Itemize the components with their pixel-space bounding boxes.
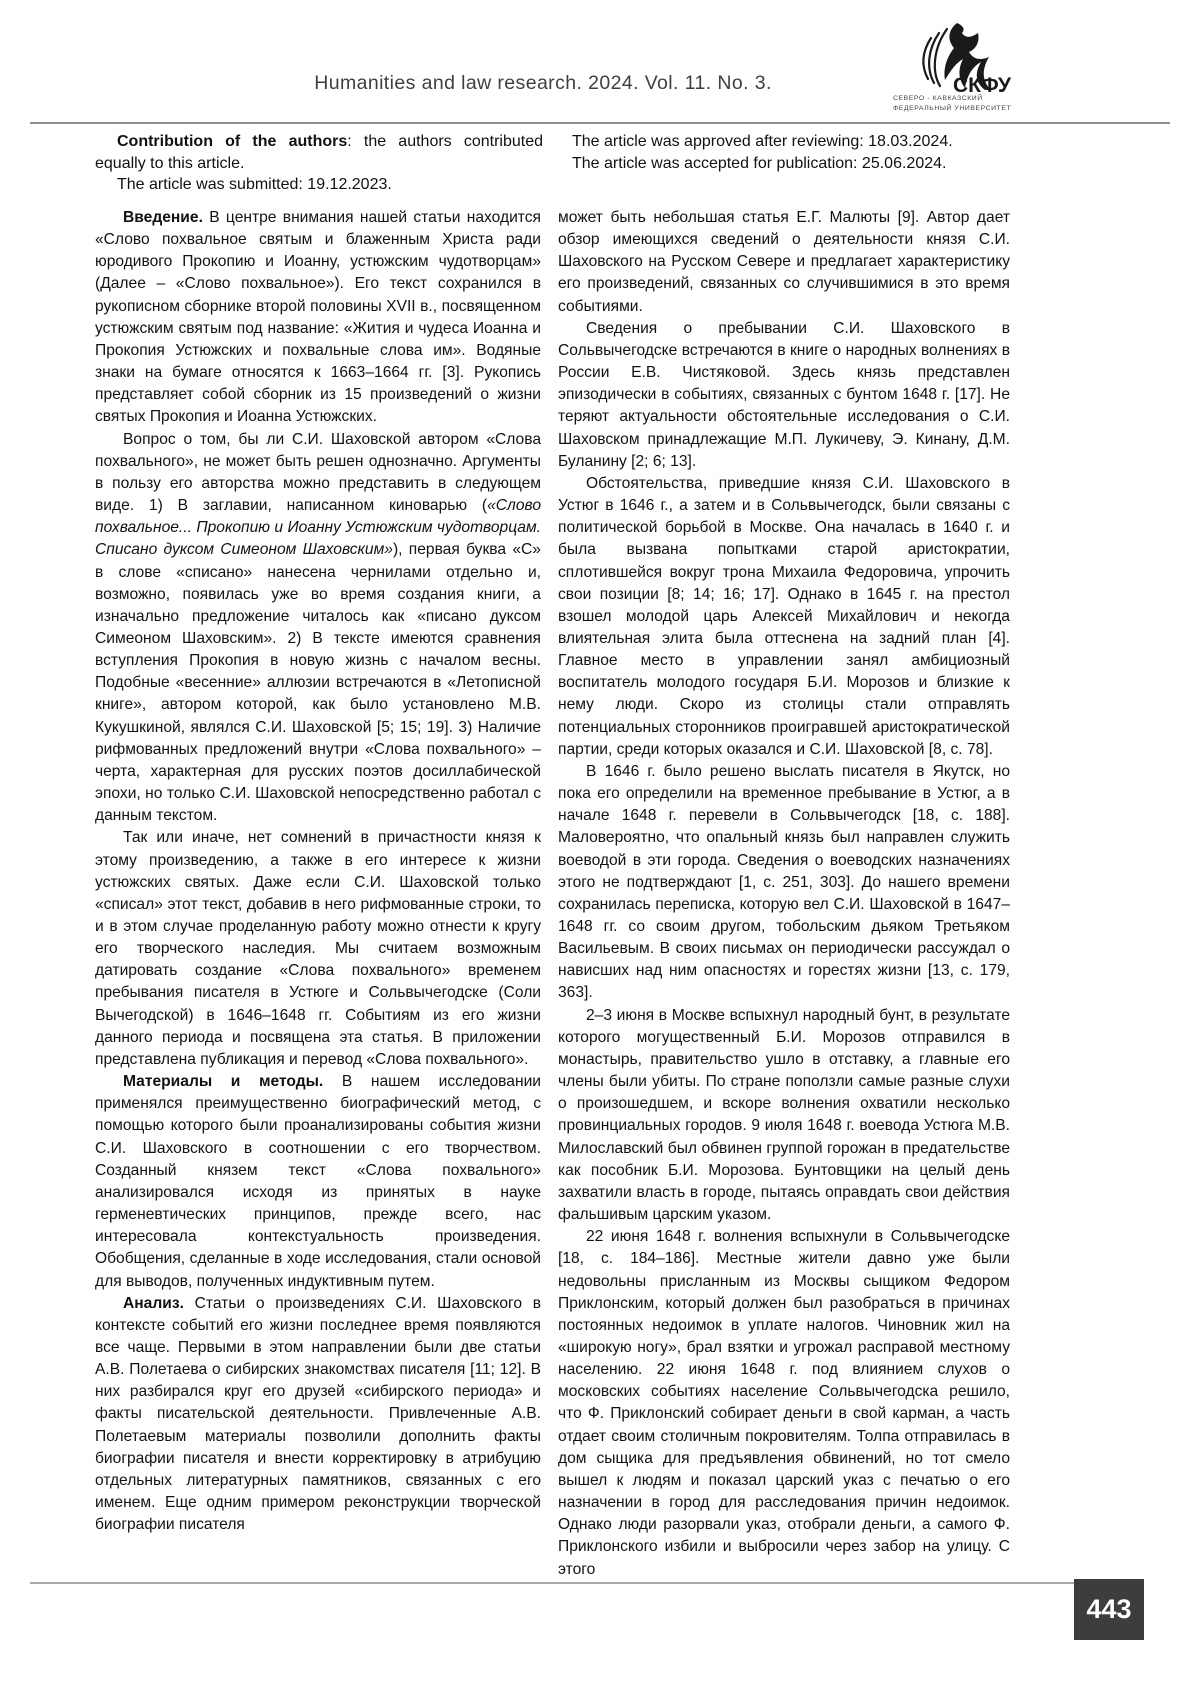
paragraph: Contribution of the authors: the authors contributed equally to this article. xyxy=(95,133,543,172)
university-logo xyxy=(893,22,1012,113)
logo-acronym: СКФУ xyxy=(953,74,1011,97)
footer-divider xyxy=(30,1582,1074,1584)
meta-right-block xyxy=(572,131,1012,174)
paragraph: The article was approved after reviewing: 18.03.2024. xyxy=(572,133,953,150)
paragraph: может быть небольшая статья Е.Г. Малюты [9]. Автор дает обзор имеющихся сведений о деятельности князя С.И. Шаховского на Русском Севере и предлагает характеристику его произведений, связанных со случившимися в это время событиями. xyxy=(558,209,1010,315)
paragraph: Так или иначе, нет сомнений в причастности князя к этому произведению, а также в его интересе к жизни устюжских святых. Даже если С.И. Шаховской только «списал» этот текст, добавив в него рифмованные строки, то и в этом случае проделанную работу можно отнести к кругу его творческого наследия. Мы считаем возможным датировать создание «Слова похвального» временем пребывания писателя в Устюге и Сольвычегодске (Соли Вычегодской) в 1646–1648 гг. Событиям из его жизни данного периода и посвящена эта статья. В приложении представлена публикация и перевод «Слова похвального». xyxy=(95,829,541,1068)
paragraph: Введение. В центре внимания нашей статьи находится «Слово похвальное святым и блаженным Христа ради юродивого Прокопию и Иоанну, устюжским чудотворцам» (Далее – «Слово похвальное»). Его текст сохранился в рукописном сборнике второй половины XVII в., посвященном устюжским святым под название: «Жития и чудеса Иоанна и Прокопия Устюжских и похвальные слова им». Водяные знаки на бумаге относятся к 1663–1664 гг. [3]. Рукопись представляет собой сборник из 15 произведений о жизни святых Прокопия и Иоанна Устюжских. xyxy=(95,209,541,426)
article-body xyxy=(95,207,1010,1581)
paragraph: Сведения о пребывании С.И. Шаховского в Сольвычегодске встречаются в книге о народных волнениях в России Е.В. Чистяковой. Здесь князь представлен эпизодически в событиях, связанных с бунтом 1648 г. [17]. Не теряют актуальности обстоятельные исследования о С.И. Шаховском принадлежащие М.П. Лукичеву, Э. Кинану, Д.М. Буланину [2; 6; 13]. xyxy=(558,319,1010,470)
paragraph: 2–3 июня в Москве вспыхнул народный бунт, в результате которого могущественный Б.И. Морозов отправился в монастырь, правительство ушло в отставку, а главные его члены были убиты. По стране поползли самые разные слухи о произошедшем, и вскоре волнения охватили несколько провинциальных городов. 9 июля 1648 г. воевода Устюга М.В. Милославский был обвинен группой горожан в предательстве как пособник Б.И. Морозова. Бунтовщики на целый день захватили власть в городе, пытаясь оправдать свои действия фальшивым царским указом. xyxy=(558,1006,1010,1224)
right-column xyxy=(558,207,1010,1581)
phoenix-bird-icon xyxy=(901,22,1011,97)
paragraph: В 1646 г. было решено выслать писателя в Якутск, но пока его определили на временное пребывание в Устюг, а в начале 1648 г. перевели в Сольвычегодск [18, с. 188]. Маловероятно, что опальный князь был направлен служить воеводой в эти города. Сведения о воеводских назначениях этого не подтверждают [1, с. 251, 303]. До нашего времени сохранилась переписка, которую вел С.И. Шаховской в 1647–1648 гг. со своим другом, тобольским дьяком Третьяком Васильевым. В своих письмах он периодически рассуждал о нависших над ним опасностях и горестях жизни [13, с. 179, 363]. xyxy=(558,762,1010,1002)
paragraph: The article was submitted: 19.12.2023. xyxy=(117,176,392,193)
header-divider xyxy=(30,122,1170,124)
paragraph: 22 июня 1648 г. волнения вспыхнули в Сольвычегодске [18, с. 184–186]. Местные жители давно уже были недовольны присланным из Москвы сыщиком Федором Приклонским, который должен был разобраться в причинах постоянных недоимок в уплате налогов. Чиновник жил на «широкую ногу», брал взятки и угрожал расправой местному населению. 22 июня 1648 г. под влиянием слухов о московских событиях население Сольвычегодска решило, что Ф. Приклонский собирает деньги в свой карман, а часть отдает своим столичным покровителям. Толпа отправилась в дом сыщика для предъявления обвинений, но тот смело вышел к людям и показал царский указ с печатью о его назначении в город для расследования причин недоимок. Однако люди разорвали указ, отобрали деньги, а самого Ф. Приклонского избили и выбросили через забор на улицу. С этого xyxy=(558,1228,1010,1578)
paragraph: Анализ. Статьи о произведениях С.И. Шаховского в контексте событий его жизни последнее время появляются все чаще. Первыми в этом направлении были две статьи А.В. Полетаева о сибирских знакомствах писателя [11; 12]. В них разбирался круг его друзей «сибирского периода» и факты писательской деятельности. Привлеченные А.В. Полетаевым материалы позволили дополнить факты биографии писателя и внести корректировку в атрибуцию отдельных литературных памятников, связанных с его именем. Еще одним примером реконструкции творческой биографии писателя xyxy=(95,1294,541,1534)
logo-org-line1: СЕВЕРО - КАВКАЗСКИЙ xyxy=(893,95,983,102)
paragraph: The article was accepted for publication: 25.06.2024. xyxy=(572,154,947,172)
journal-header-title: Humanities and law research. 2024. Vol. 11. No. 3. xyxy=(314,72,772,94)
meta-left-block xyxy=(95,131,543,196)
paragraph: Вопрос о том, бы ли С.И. Шаховской автором «Слова похвального», не может быть решен однозначно. Аргументы в пользу его авторства можно представить в следующем виде. 1) В заглавии, написанном киноварью («Слово похвальное... Прокопию и Иоанну Устюжским чудотворцам. Списано дуксом Симеоном Шаховским»), первая буква «С» в слове «списано» нанесена чернилами отдельно и, возможно, появилась уже во время создания книги, а изначально предложение читалось как «писано дуксом Симеоном Шаховским». 2) В тексте имеются сравнения вступления Прокопия в новую жизнь с началом весны. Подобные «весенние» аллюзии встречаются в «Летописной книге», автором которой, как было установлено М.В. Кукушкиной, являлся С.И. Шаховской [5; 15; 19]. 3) Наличие рифмованных предложений внутри «Слова похвального» – черта, характерная для русских поэтов досиллабической эпохи, но только С.И. Шаховской непосредственно работал с данным текстом. xyxy=(95,430,541,825)
paragraph: Обстоятельства, приведшие князя С.И. Шаховского в Устюг в 1646 г., а затем и в Сольвычегодск, были связаны с политической борьбой в Москве. Она началась в 1640 г. и была вызвана попытками старой аристократии, сплотившейся вокруг трона Михаила Федоровича, упрочить свои позиции [8; 14; 16; 17]. Однако в 1645 г. на престол взошел молодой царь Алексей Михайлович и некогда влиятельная элита была оттеснена на задний план [4]. Главное место в управлении занял амбициозный воспитатель молодого государя Б.И. Морозов и близкие к нему люди. Скоро из столицы стали отправлять потенциальных сторонников проигравшей аристократической партии, среди которых оказался и С.И. Шаховской [8, с. 78]. xyxy=(558,474,1010,758)
left-column xyxy=(95,207,541,1581)
page-number-badge: 443 xyxy=(1074,1579,1144,1640)
logo-org-line2: ФЕДЕРАЛЬНЫЙ УНИВЕРСИТЕТ xyxy=(893,104,1012,112)
paragraph: Материалы и методы. В нашем исследовании применялся преимущественно биографический метод, с помощью которого были проанализированы события жизни С.И. Шаховского в соотношении с его творчеством. Созданный князем текст «Слова похвального» анализировался исходя из принятых в науке герменевтических принципов, прежде всего, нас интересовала контекстуальность произведения. Обобщения, сделанные в ходе исследования, стали основой для выводов, полученных индуктивным путем. xyxy=(95,1073,541,1290)
